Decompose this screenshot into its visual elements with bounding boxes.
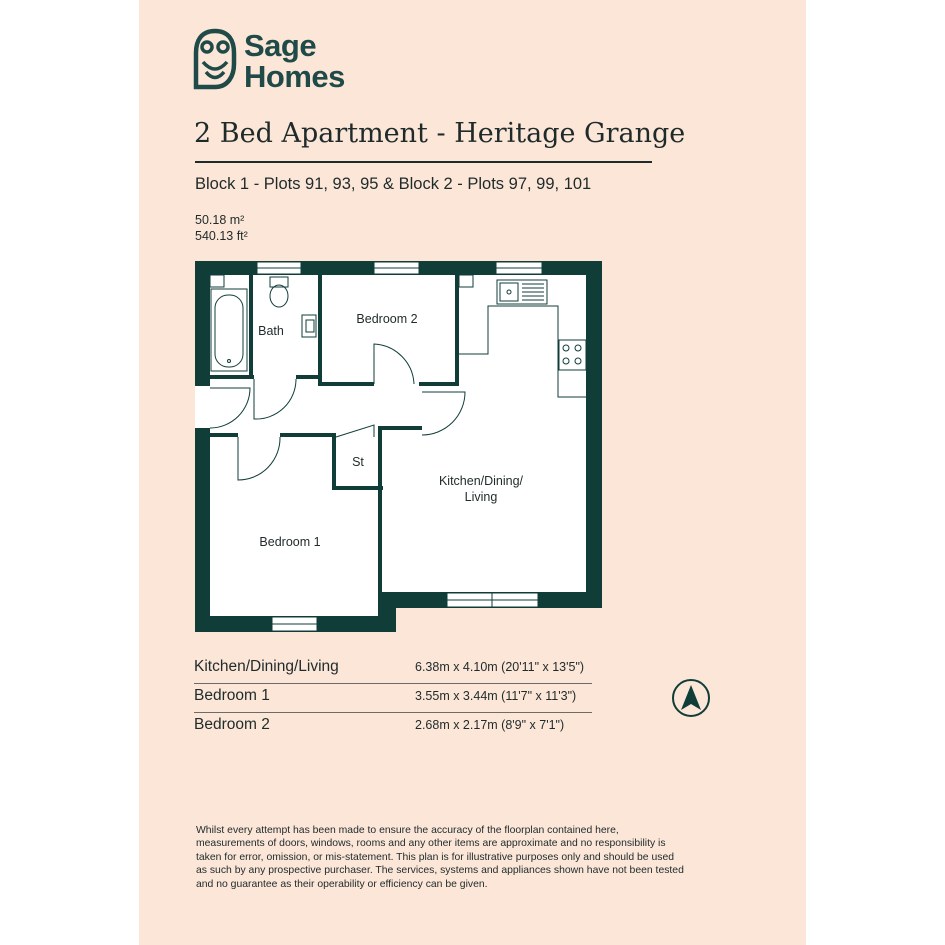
- dimension-room: Kitchen/Dining/Living: [194, 658, 339, 675]
- disclaimer-line: taken for error, omission, or mis-statement. This plan is for illustrative purposes only and should be used: [196, 851, 675, 863]
- dimension-size: 2.68m x 2.17m (8'9" x 7'1"): [415, 718, 565, 732]
- area-imperial: 540.13 ft²: [195, 229, 248, 243]
- dimension-size: 6.38m x 4.10m (20'11" x 13'5"): [415, 660, 585, 674]
- room-label-kitchen-line1: Kitchen/Dining/: [438, 474, 524, 488]
- brand-wordmark: [244, 30, 345, 92]
- disclaimer: [196, 824, 741, 891]
- disclaimer-line: as such by any prospective purchaser. The services, systems and appliances shown have not been tested: [196, 865, 684, 877]
- dimension-room: Bedroom 1: [194, 687, 270, 704]
- disclaimer-line: Whilst every attempt has been made to ensure the accuracy of the floorplan contained here,: [196, 825, 619, 836]
- room-label-store: St: [352, 455, 364, 469]
- room-label-bath: Bath: [258, 324, 284, 338]
- dimension-row: [194, 655, 592, 684]
- room-label-bedroom-1: Bedroom 1: [259, 535, 321, 549]
- room-dimensions-table: [194, 655, 592, 741]
- dimension-row: [194, 713, 592, 741]
- plots-subtitle: Block 1 - Plots 91, 93, 95 & Block 2 - Plots 97, 99, 101: [195, 175, 592, 193]
- brand-line1: Sage: [244, 28, 317, 63]
- room-label-kitchen-line2: Living: [464, 490, 498, 504]
- area-metric: 50.18 m²: [195, 213, 245, 227]
- owl-logo-icon: [193, 28, 237, 90]
- page-title: 2 Bed Apartment - Heritage Grange: [194, 118, 686, 149]
- area-block: [195, 212, 248, 244]
- title-divider: [195, 161, 652, 163]
- floor-plan: [190, 255, 610, 640]
- dimension-row: [194, 684, 592, 713]
- dimension-size: 3.55m x 3.44m (11'7" x 11'3"): [415, 689, 577, 703]
- brand-line2: Homes: [244, 59, 345, 94]
- north-arrow-icon: [671, 678, 711, 718]
- disclaimer-line: measurements of doors, windows, rooms and any other items are approximate and no responsibility is: [196, 838, 666, 850]
- dimension-room: Bedroom 2: [194, 716, 270, 733]
- disclaimer-line: and no guarantee as their operability or efficiency can be given.: [196, 878, 488, 890]
- room-label-bedroom-2: Bedroom 2: [356, 312, 418, 326]
